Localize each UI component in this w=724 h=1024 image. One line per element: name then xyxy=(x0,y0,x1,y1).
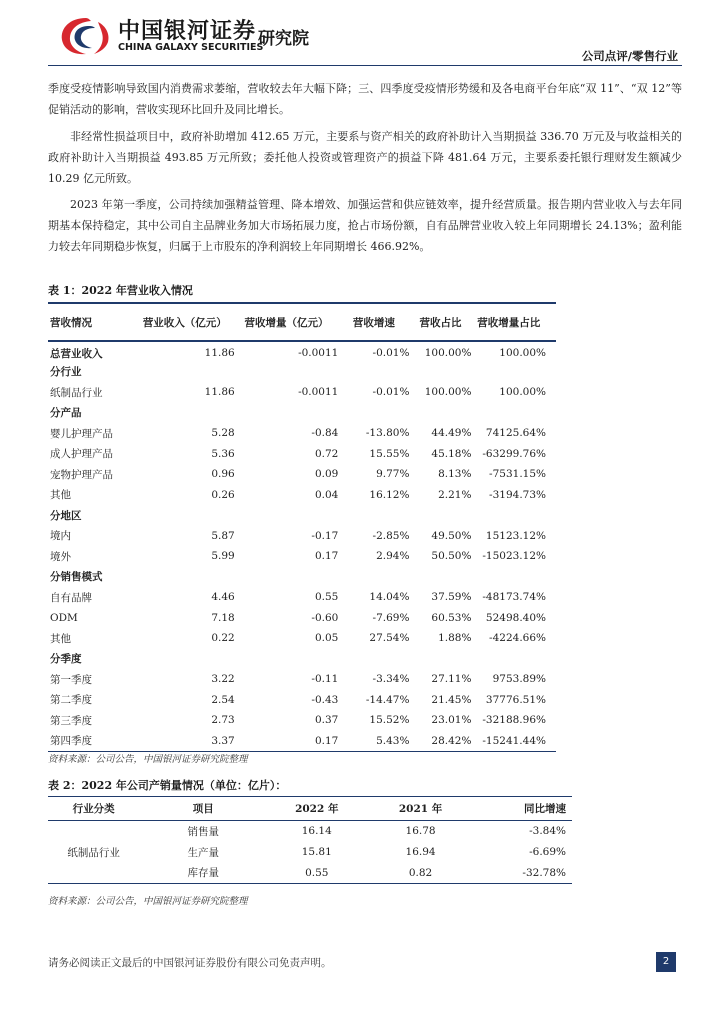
table-cell xyxy=(471,362,556,383)
table-cell: 1.88% xyxy=(438,632,472,645)
brand-name-cn: 中国银河证券 xyxy=(118,19,257,44)
table-cell xyxy=(338,505,409,526)
row-label-cell: 库存量 xyxy=(187,867,220,880)
table-cell xyxy=(409,649,471,670)
table-cell: -0.01% xyxy=(372,386,410,399)
table-row xyxy=(48,690,556,711)
table-cell: 100.00% xyxy=(424,347,472,360)
table-cell xyxy=(409,567,471,588)
table-section-row xyxy=(48,362,556,383)
table-cell: 0.37 xyxy=(314,714,339,727)
table-row xyxy=(48,423,556,444)
table-section-row xyxy=(48,403,556,424)
table-cell: 52498.40% xyxy=(485,611,546,624)
table-cell: -63299.76% xyxy=(482,447,546,460)
table-cell xyxy=(135,649,235,670)
table-cell xyxy=(471,403,556,424)
row-label-cell: 宠物护理产品 xyxy=(50,468,113,481)
table-cell: 2.73 xyxy=(211,714,235,727)
table-row xyxy=(48,526,556,547)
table-cell: 3.37 xyxy=(211,734,235,747)
table-cell: -0.84 xyxy=(311,427,339,440)
table-cell: 15123.12% xyxy=(485,529,546,542)
row-label-cell: 生产量 xyxy=(187,846,220,859)
table-cell: 5.87 xyxy=(211,529,235,542)
table-cell: 9.77% xyxy=(376,468,410,481)
table-header-cell: 营业收入（亿元） xyxy=(142,316,227,329)
table-cell: 60.53% xyxy=(431,611,472,624)
table-cell: 5.28 xyxy=(211,427,235,440)
table-cell: 0.05 xyxy=(314,632,339,645)
table-row xyxy=(48,485,556,506)
table-row xyxy=(48,669,556,690)
row-label-cell: 其他 xyxy=(50,632,71,645)
table-cell: 37776.51% xyxy=(485,693,546,706)
table2-title: 表 2：2022 年公司产销量情况（单位：亿片）： xyxy=(48,779,287,792)
table-cell: 44.49% xyxy=(431,427,472,440)
row-label-cell: 自有品牌 xyxy=(50,591,92,604)
disclaimer-note: 请务必阅读正文最后的中国银河证券股份有限公司免责声明。 xyxy=(48,957,332,969)
table-cell xyxy=(135,403,235,424)
report-category-tag: 公司点评/零售行业 xyxy=(581,49,678,63)
table-header-cell: 项目 xyxy=(192,803,214,815)
table-cell: 0.17 xyxy=(314,550,339,563)
table-cell: 100.00% xyxy=(499,347,546,360)
table-cell xyxy=(338,403,409,424)
row-label-cell: 成人护理产品 xyxy=(50,448,113,461)
paragraph-text: 季度受疫情影响导致国内消费需求萎缩，营收较去年大幅下降；三、四季度受疫情形势缓和及各电商平台年底“双 11”、“双 12”等促销活动的影响，营收实现环比回升及同比增长。 xyxy=(48,82,682,116)
table-cell: -6.69% xyxy=(529,846,566,858)
table-cell: -0.0011 xyxy=(298,386,339,399)
table-cell xyxy=(235,505,339,526)
table-header-cell: 营收增量（亿元） xyxy=(244,316,329,329)
table-cell: -0.43 xyxy=(311,693,339,706)
table-cell: 0.22 xyxy=(211,632,235,645)
table-cell: 0.55 xyxy=(305,866,329,879)
table-cell: -0.01% xyxy=(372,347,410,360)
table-cell: 16.78 xyxy=(405,825,436,838)
table-cell: 49.50% xyxy=(431,529,472,542)
table-cell: 0.09 xyxy=(314,468,339,481)
table-cell: 3.22 xyxy=(211,673,235,686)
table-cell xyxy=(409,403,471,424)
table-cell xyxy=(409,505,471,526)
table-cell: -32.78% xyxy=(522,866,566,879)
table-cell: 16.12% xyxy=(369,488,410,501)
table-cell: -32188.96% xyxy=(482,714,546,727)
table-cell xyxy=(235,567,339,588)
table-cell: 15.81 xyxy=(301,846,332,858)
table-cell: 100.00% xyxy=(499,386,546,399)
table-cell: 2.94% xyxy=(376,550,410,563)
table-cell: 100.00% xyxy=(424,386,472,399)
production-sales-table xyxy=(48,796,572,884)
table-cell: 23.01% xyxy=(431,714,472,727)
header-divider xyxy=(48,65,682,66)
body-paragraph-3 xyxy=(48,194,682,257)
revenue-table xyxy=(48,302,556,752)
table1-source: 资料来源：公司公告，中国银河证券研究院整理 xyxy=(48,754,248,765)
table-cell: -3.34% xyxy=(372,673,410,686)
table-cell xyxy=(338,567,409,588)
table-cell: 2.21% xyxy=(438,488,472,501)
row-label-cell: 境内 xyxy=(50,530,71,543)
row-label-cell: 其他 xyxy=(50,489,71,502)
table-cell: -3194.73% xyxy=(489,488,546,501)
table-cell: -48173.74% xyxy=(482,591,546,604)
table-row xyxy=(48,464,556,485)
row-label-cell: 婴儿护理产品 xyxy=(50,427,113,440)
table-header-cell: 同比增速 xyxy=(524,803,566,815)
table-cell: 37.59% xyxy=(431,591,472,604)
table-cell: -4224.66% xyxy=(489,632,546,645)
table-cell xyxy=(409,362,471,383)
row-label-cell: 第四季度 xyxy=(50,735,92,747)
table-row xyxy=(48,821,572,842)
table-cell: -15241.44% xyxy=(482,734,546,747)
row-label-cell: 分季度 xyxy=(50,653,82,666)
table-cell xyxy=(135,567,235,588)
table-cell: 5.99 xyxy=(211,550,235,563)
table-cell xyxy=(471,567,556,588)
brand-suffix: 研究院 xyxy=(258,29,309,49)
table-cell: 21.45% xyxy=(431,693,472,706)
paragraph-text: 非经常性损益项目中，政府补助增加 412.65 万元，主要系与资产相关的政府补助计入当期损益 336.70 万元及与收益相关的政府补助计入当期损益 493.85 万元所致；委托他人投资或管理资产的损益下降 481.64 万元，主要系委托银行理财发生额减少 10.29 亿元所致。 xyxy=(48,130,682,185)
table-row xyxy=(48,608,556,629)
table-cell: 16.14 xyxy=(301,825,332,838)
table-row xyxy=(48,546,556,567)
row-label-cell: 第二季度 xyxy=(50,694,92,707)
table-header-row xyxy=(48,303,556,341)
table-cell: 0.26 xyxy=(211,488,235,501)
table-row xyxy=(48,341,556,362)
table-cell xyxy=(135,505,235,526)
row-label-cell: 分销售模式 xyxy=(50,571,103,584)
table-cell: 28.42% xyxy=(431,734,472,747)
table-cell xyxy=(235,362,339,383)
table-row xyxy=(48,444,556,465)
table-cell: 11.86 xyxy=(204,347,235,360)
table-cell: 15.55% xyxy=(369,447,410,460)
table-header-cell: 行业分类 xyxy=(72,803,115,815)
table-cell: 45.18% xyxy=(431,447,472,460)
table-cell xyxy=(235,649,339,670)
brand-name-en: CHINA GALAXY SECURITIES xyxy=(118,42,264,53)
table-cell: 14.04% xyxy=(369,591,410,604)
table-cell: 7.18 xyxy=(211,611,235,624)
table-cell: 0.96 xyxy=(211,468,235,481)
table-cell: -7.69% xyxy=(372,611,410,624)
table-cell: 74125.64% xyxy=(485,427,546,440)
table-row xyxy=(48,710,556,731)
paragraph-text: 2023 年第一季度，公司持续加强精益管理、降本增效、加强运营和供应链效率，提升经营质量。报告期内营业收入与去年同期基本保持稳定，其中公司自主品牌业务加大市场拓展力度，抢占市场份额，自有品牌营业收入较上年同期增长 24.13%；盈利能力较去年同期稳步恢复，归属于上市股东的净利润较上年同期增长 466.92%。 xyxy=(48,198,682,253)
table-cell: -0.11 xyxy=(311,673,339,686)
table-cell: -14.47% xyxy=(365,693,410,706)
table-header-cell: 营收占比 xyxy=(419,316,462,329)
row-label-cell: 销售量 xyxy=(187,825,220,838)
table-cell: 8.13% xyxy=(438,468,472,481)
table-cell: 0.82 xyxy=(408,866,433,879)
table-section-row xyxy=(48,505,556,526)
row-label-cell: 分产品 xyxy=(50,407,82,420)
table2-source: 资料来源：公司公告，中国银河证券研究院整理 xyxy=(48,896,248,907)
table-section-row xyxy=(48,567,556,588)
table-cell: 50.50% xyxy=(431,550,472,563)
table-cell xyxy=(135,362,235,383)
row-label-cell: 纸制品行业 xyxy=(50,386,103,399)
table-cell: -3.84% xyxy=(529,825,566,838)
table-cell: 0.04 xyxy=(314,488,339,501)
table-row xyxy=(48,587,556,608)
table-cell: 15.52% xyxy=(369,714,410,727)
table-header-cell: 营收增量占比 xyxy=(477,316,541,329)
row-label-cell: 总营业收入 xyxy=(50,347,103,360)
row-label-cell: ODM xyxy=(50,611,78,624)
body-paragraph-2 xyxy=(48,126,682,189)
row-label-cell: 分行业 xyxy=(50,366,82,379)
table-cell: 0.72 xyxy=(314,447,339,460)
table-cell: 4.46 xyxy=(211,591,235,604)
table-cell xyxy=(471,505,556,526)
table-cell: -15023.12% xyxy=(482,550,546,563)
table-header-row xyxy=(48,797,572,821)
table-header-cell: 营收情况 xyxy=(50,316,92,329)
table-row xyxy=(48,731,556,752)
page-number: 2 xyxy=(656,952,676,972)
table-cell: 11.86 xyxy=(204,386,235,399)
table1-title: 表 1：2022 年营业收入情况 xyxy=(48,284,193,297)
table-cell: -0.17 xyxy=(311,529,339,542)
table-cell xyxy=(235,403,339,424)
body-paragraph-1 xyxy=(48,78,682,120)
row-label-cell: 第三季度 xyxy=(50,714,92,727)
table-section-row xyxy=(48,649,556,670)
table-cell: -13.80% xyxy=(365,427,410,440)
table-cell: 5.43% xyxy=(376,734,410,747)
table-cell: 0.17 xyxy=(314,734,339,747)
table-cell: 27.11% xyxy=(431,673,472,686)
row-label-cell: 分地区 xyxy=(50,509,82,522)
row-label-cell: 第一季度 xyxy=(50,673,92,686)
table-cell: 5.36 xyxy=(211,447,235,460)
table-header-cell: 2022 年 xyxy=(295,803,339,815)
table-cell xyxy=(338,649,409,670)
table-cell: 0.55 xyxy=(314,591,339,604)
group-label-cell: 纸制品行业 xyxy=(67,846,120,859)
table-cell: 27.54% xyxy=(369,632,410,645)
table-row xyxy=(48,382,556,403)
table-cell: -0.60 xyxy=(311,611,339,624)
table-cell: -7531.15% xyxy=(489,468,546,481)
table-cell xyxy=(471,649,556,670)
table-cell: 9753.89% xyxy=(492,673,546,686)
table-header-cell: 2021 年 xyxy=(398,803,443,815)
table-cell: 16.94 xyxy=(405,846,436,858)
row-label-cell: 境外 xyxy=(50,550,71,563)
table-cell: 2.54 xyxy=(211,693,235,706)
galaxy-logo-icon xyxy=(58,14,114,58)
table-header-cell: 营收增速 xyxy=(352,316,395,329)
table-cell: -2.85% xyxy=(372,529,410,542)
table-row xyxy=(48,628,556,649)
table-cell: -0.0011 xyxy=(298,347,339,360)
table-cell xyxy=(338,362,409,383)
